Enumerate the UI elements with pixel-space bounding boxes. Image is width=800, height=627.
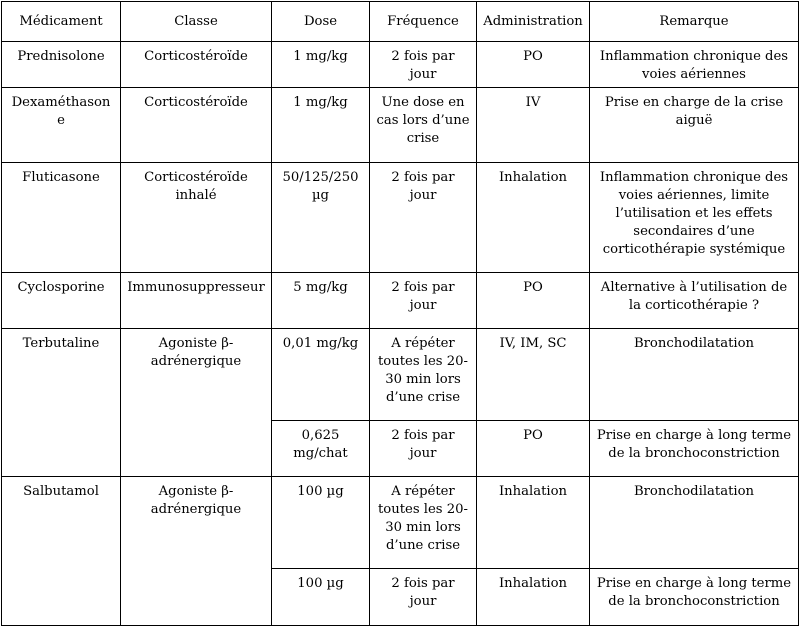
- dose-cell: 0,625 mg/chat: [272, 421, 370, 477]
- class-cell: Corticostéroïde: [121, 42, 272, 88]
- frequency-cell: Une dose en cas lors d’une crise: [370, 88, 477, 163]
- class-cell: Corticostéroïde inhalé: [121, 163, 272, 273]
- dose-cell: 50/125/250 µg: [272, 163, 370, 273]
- table-row: [2, 163, 799, 273]
- column-header-route: Administration: [477, 2, 590, 42]
- remark-cell: Bronchodilatation: [590, 329, 799, 421]
- dose-cell: 100 µg: [272, 477, 370, 569]
- class-cell: Agoniste β-adrénergique: [121, 477, 272, 626]
- remark-cell: Bronchodilatation: [590, 477, 799, 569]
- drug-cell: Dexaméthasone: [2, 88, 121, 163]
- dose-cell: 5 mg/kg: [272, 273, 370, 329]
- route-cell: PO: [477, 273, 590, 329]
- medication-table: [1, 1, 799, 626]
- route-cell: PO: [477, 421, 590, 477]
- drug-cell: Fluticasone: [2, 163, 121, 273]
- dose-cell: 0,01 mg/kg: [272, 329, 370, 421]
- remark-cell: Prise en charge à long terme de la bronchoconstriction: [590, 421, 799, 477]
- frequency-cell: 2 fois par jour: [370, 42, 477, 88]
- route-cell: PO: [477, 42, 590, 88]
- frequency-cell: 2 fois par jour: [370, 273, 477, 329]
- frequency-cell: A répéter toutes les 20-30 min lors d’une crise: [370, 477, 477, 569]
- route-cell: Inhalation: [477, 569, 590, 626]
- route-cell: Inhalation: [477, 163, 590, 273]
- column-header-remark: Remarque: [590, 2, 799, 42]
- frequency-cell: 2 fois par jour: [370, 421, 477, 477]
- remark-cell: Alternative à l’utilisation de la corticothérapie ?: [590, 273, 799, 329]
- table-row: [2, 273, 799, 329]
- drug-cell: Prednisolone: [2, 42, 121, 88]
- route-cell: IV, IM, SC: [477, 329, 590, 421]
- remark-cell: Prise en charge à long terme de la bronchoconstriction: [590, 569, 799, 626]
- table-header-row: [2, 2, 799, 42]
- frequency-cell: A répéter toutes les 20-30 min lors d’une crise: [370, 329, 477, 421]
- remark-cell: Inflammation chronique des voies aériennes, limite l’utilisation et les effets secondaires d’une corticothérapie systémique: [590, 163, 799, 273]
- drug-cell: Cyclosporine: [2, 273, 121, 329]
- drug-cell: Terbutaline: [2, 329, 121, 477]
- class-cell: Corticostéroïde: [121, 88, 272, 163]
- column-header-dose: Dose: [272, 2, 370, 42]
- route-cell: IV: [477, 88, 590, 163]
- remark-cell: Inflammation chronique des voies aériennes: [590, 42, 799, 88]
- column-header-drug: Médicament: [2, 2, 121, 42]
- table-row: [2, 477, 799, 569]
- class-cell: Agoniste β-adrénergique: [121, 329, 272, 477]
- column-header-class: Classe: [121, 2, 272, 42]
- table-row: [2, 88, 799, 163]
- dose-cell: 100 µg: [272, 569, 370, 626]
- frequency-cell: 2 fois par jour: [370, 163, 477, 273]
- dose-cell: 1 mg/kg: [272, 88, 370, 163]
- column-header-frequency: Fréquence: [370, 2, 477, 42]
- drug-cell: Salbutamol: [2, 477, 121, 626]
- frequency-cell: 2 fois par jour: [370, 569, 477, 626]
- dose-cell: 1 mg/kg: [272, 42, 370, 88]
- remark-cell: Prise en charge de la crise aiguë: [590, 88, 799, 163]
- table-row: [2, 329, 799, 421]
- route-cell: Inhalation: [477, 477, 590, 569]
- table-row: [2, 42, 799, 88]
- class-cell: Immunosuppresseur: [121, 273, 272, 329]
